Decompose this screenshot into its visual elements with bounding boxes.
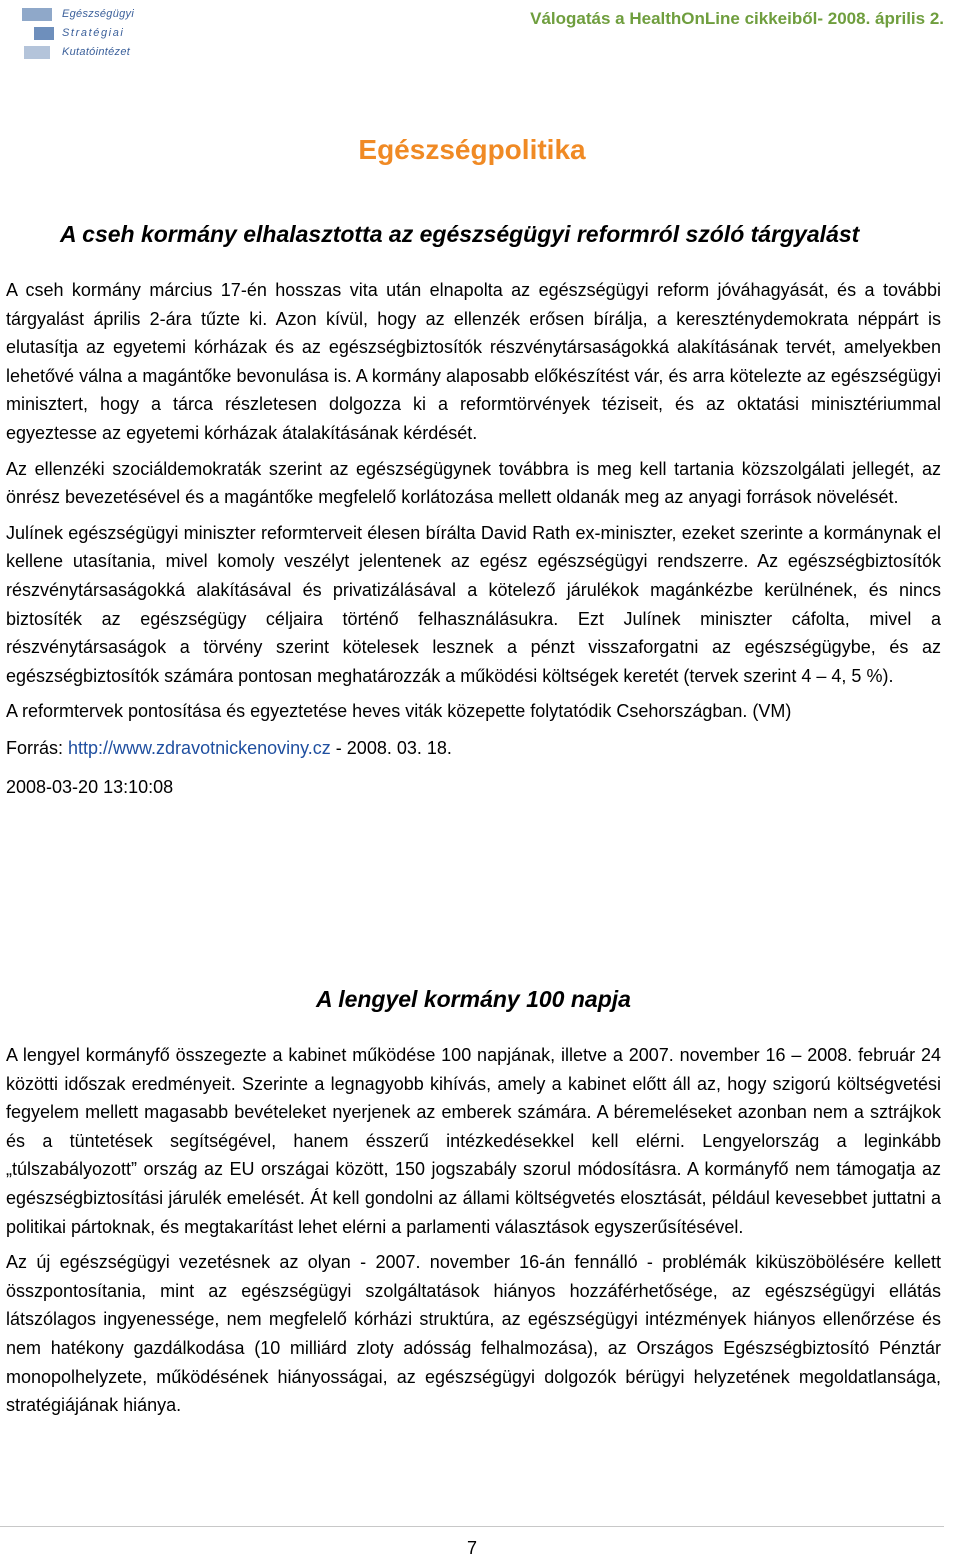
logo-line-3: Kutatóintézet (62, 46, 131, 58)
article-timestamp: 2008-03-20 13:10:08 (6, 776, 174, 797)
article-paragraph: A reformtervek pontosítása és egyeztetése heves viták közepette folytatódik Csehországban. (VM) (6, 701, 792, 722)
source-label: Forrás: (6, 737, 69, 758)
article-title: A lengyel kormány 100 napja (316, 986, 631, 1012)
footer-divider (0, 1526, 944, 1527)
logo-mark-icon (20, 5, 60, 63)
article-source (6, 734, 941, 763)
article-polish-government (6, 986, 941, 1427)
institute-logo (20, 5, 140, 63)
logo-line-1: Egészségügyi (62, 8, 135, 20)
logo-line-2: Stratégiai (62, 27, 125, 39)
header-source: Válogatás a HealthOnLine cikkeiből- (530, 9, 824, 28)
header-date: 2008. április 2. (827, 9, 944, 28)
article-czech-reform (6, 221, 941, 808)
article-paragraph: Az ellenzéki szociáldemokraták szerint az egészségügynek továbbra is meg kell tartania közszolgálati jellegét, az önrész bevezetésével és a magántőke megfelelő korlátozása mellett oldanák meg az anyagi források növelését. (6, 458, 941, 508)
page-number: 7 (466, 1538, 477, 1558)
header-source-date (530, 9, 944, 29)
section-title: Egészségpolitika (358, 134, 586, 165)
page-header (0, 0, 960, 66)
article-title: A cseh kormány elhalasztotta az egészségügyi reformról szóló tárgyalást (60, 221, 860, 247)
source-date: - 2008. 03. 18. (330, 737, 452, 758)
source-link[interactable]: http://www.zdravotnickenoviny.cz (68, 737, 331, 758)
article-paragraph: A lengyel kormányfő összegezte a kabinet működése 100 napjának, illetve a 2007. november 16 – 2008. február 24 közötti időszak eredményeit. Szerinte a legnagyobb kihívás, amely a kabinet előtt áll az, hogy szigorú költségvetési fegyelem mellett magasabb bevételeket nyerjenek az emberek számára. A béremeléseket azonban nem a sztrájkok és a tüntetések segítségével, hanem ésszerű intézkedésekkel kell elérni. Lengyelország a leginkább „túlszabályozott” ország az EU országai között, 150 jogszabály szorul módosításra. A kormányfő nem támogatja az egészségbiztosítási járulék emelését. Át kell gondolni az állami költségvetés elosztását, például kevesebbet juttatni a politikai pártoknak, és megtakarítást lehet elérni a parlamenti választások egyszerűsítésével. (6, 1045, 941, 1237)
article-paragraph: Az új egészségügyi vezetésnek az olyan - 2007. november 16-án fennálló - problémák kiküszöbölésére kellett összpontosítania, mint az egészségügyi szolgáltatások hiányos hozzáférhetősége, az egészségügyi ellátás látszólagos ingyenessége, nem megfelelő kórházi struktúra, az egészségügyi intézmények hiányos ellenőrzése és nem hatékony gazdálkodása (10 milliárd zloty adósság felhalmozása), az Országos Egészségbiztosító Pénztár monopolhelyzete, működésének hiányosságai, az egészségügyi dolgozók bérügyi helyzetének megoldatlansága, stratégiájának hiánya. (6, 1252, 941, 1416)
article-paragraph: A cseh kormány március 17-én hosszas vita után elnapolta az egészségügyi reform jóváhagyását, és a további tárgyalást április 2-ára tűzte ki. Azon kívül, hogy az ellenzék erősen bírálja, a kereszténydemokrata néppárt is elutasítja az egyetemi kórházak és az egészségbiztosítók részvénytársaságokká alakításának tervét, amelyekben lehetővé válna a magántőke bevonulása is. A kormány alaposabb előkészítést vár, és arra kötelezte az egészségügyi minisztert, hogy a tárca részletesen dolgozza ki a reformtörvények téziseit, és az oktatási minisztériummal egyeztesse az egyetemi kórházak átalakításának kérdését. (6, 280, 941, 443)
article-paragraph: Julínek egészségügyi miniszter reformterveit élesen bírálta David Rath ex-miniszter, ezeket szerinte a kormánynak el kellene utasítania, mivel komoly veszélyt jelentenek az egész egészségügyi rendszerre. Az egészségbiztosítók részvénytársaságokká alakításával és privatizálásával a kötelező járulékok magánkézbe kerülnének, és nincs biztosíték az egészségügy céljaira történő felhasználásukra. Ezt Julínek miniszter cáfolta, mivel a részvénytársaságok a törvény szerint kötelesek lesznek a pénzt visszaforgatni az egészségügybe, és az egészségbiztosítók számára pontosan meghatározzák a működési költségek keretét (tervek szerint 4 – 4, 5 %). (6, 522, 941, 686)
